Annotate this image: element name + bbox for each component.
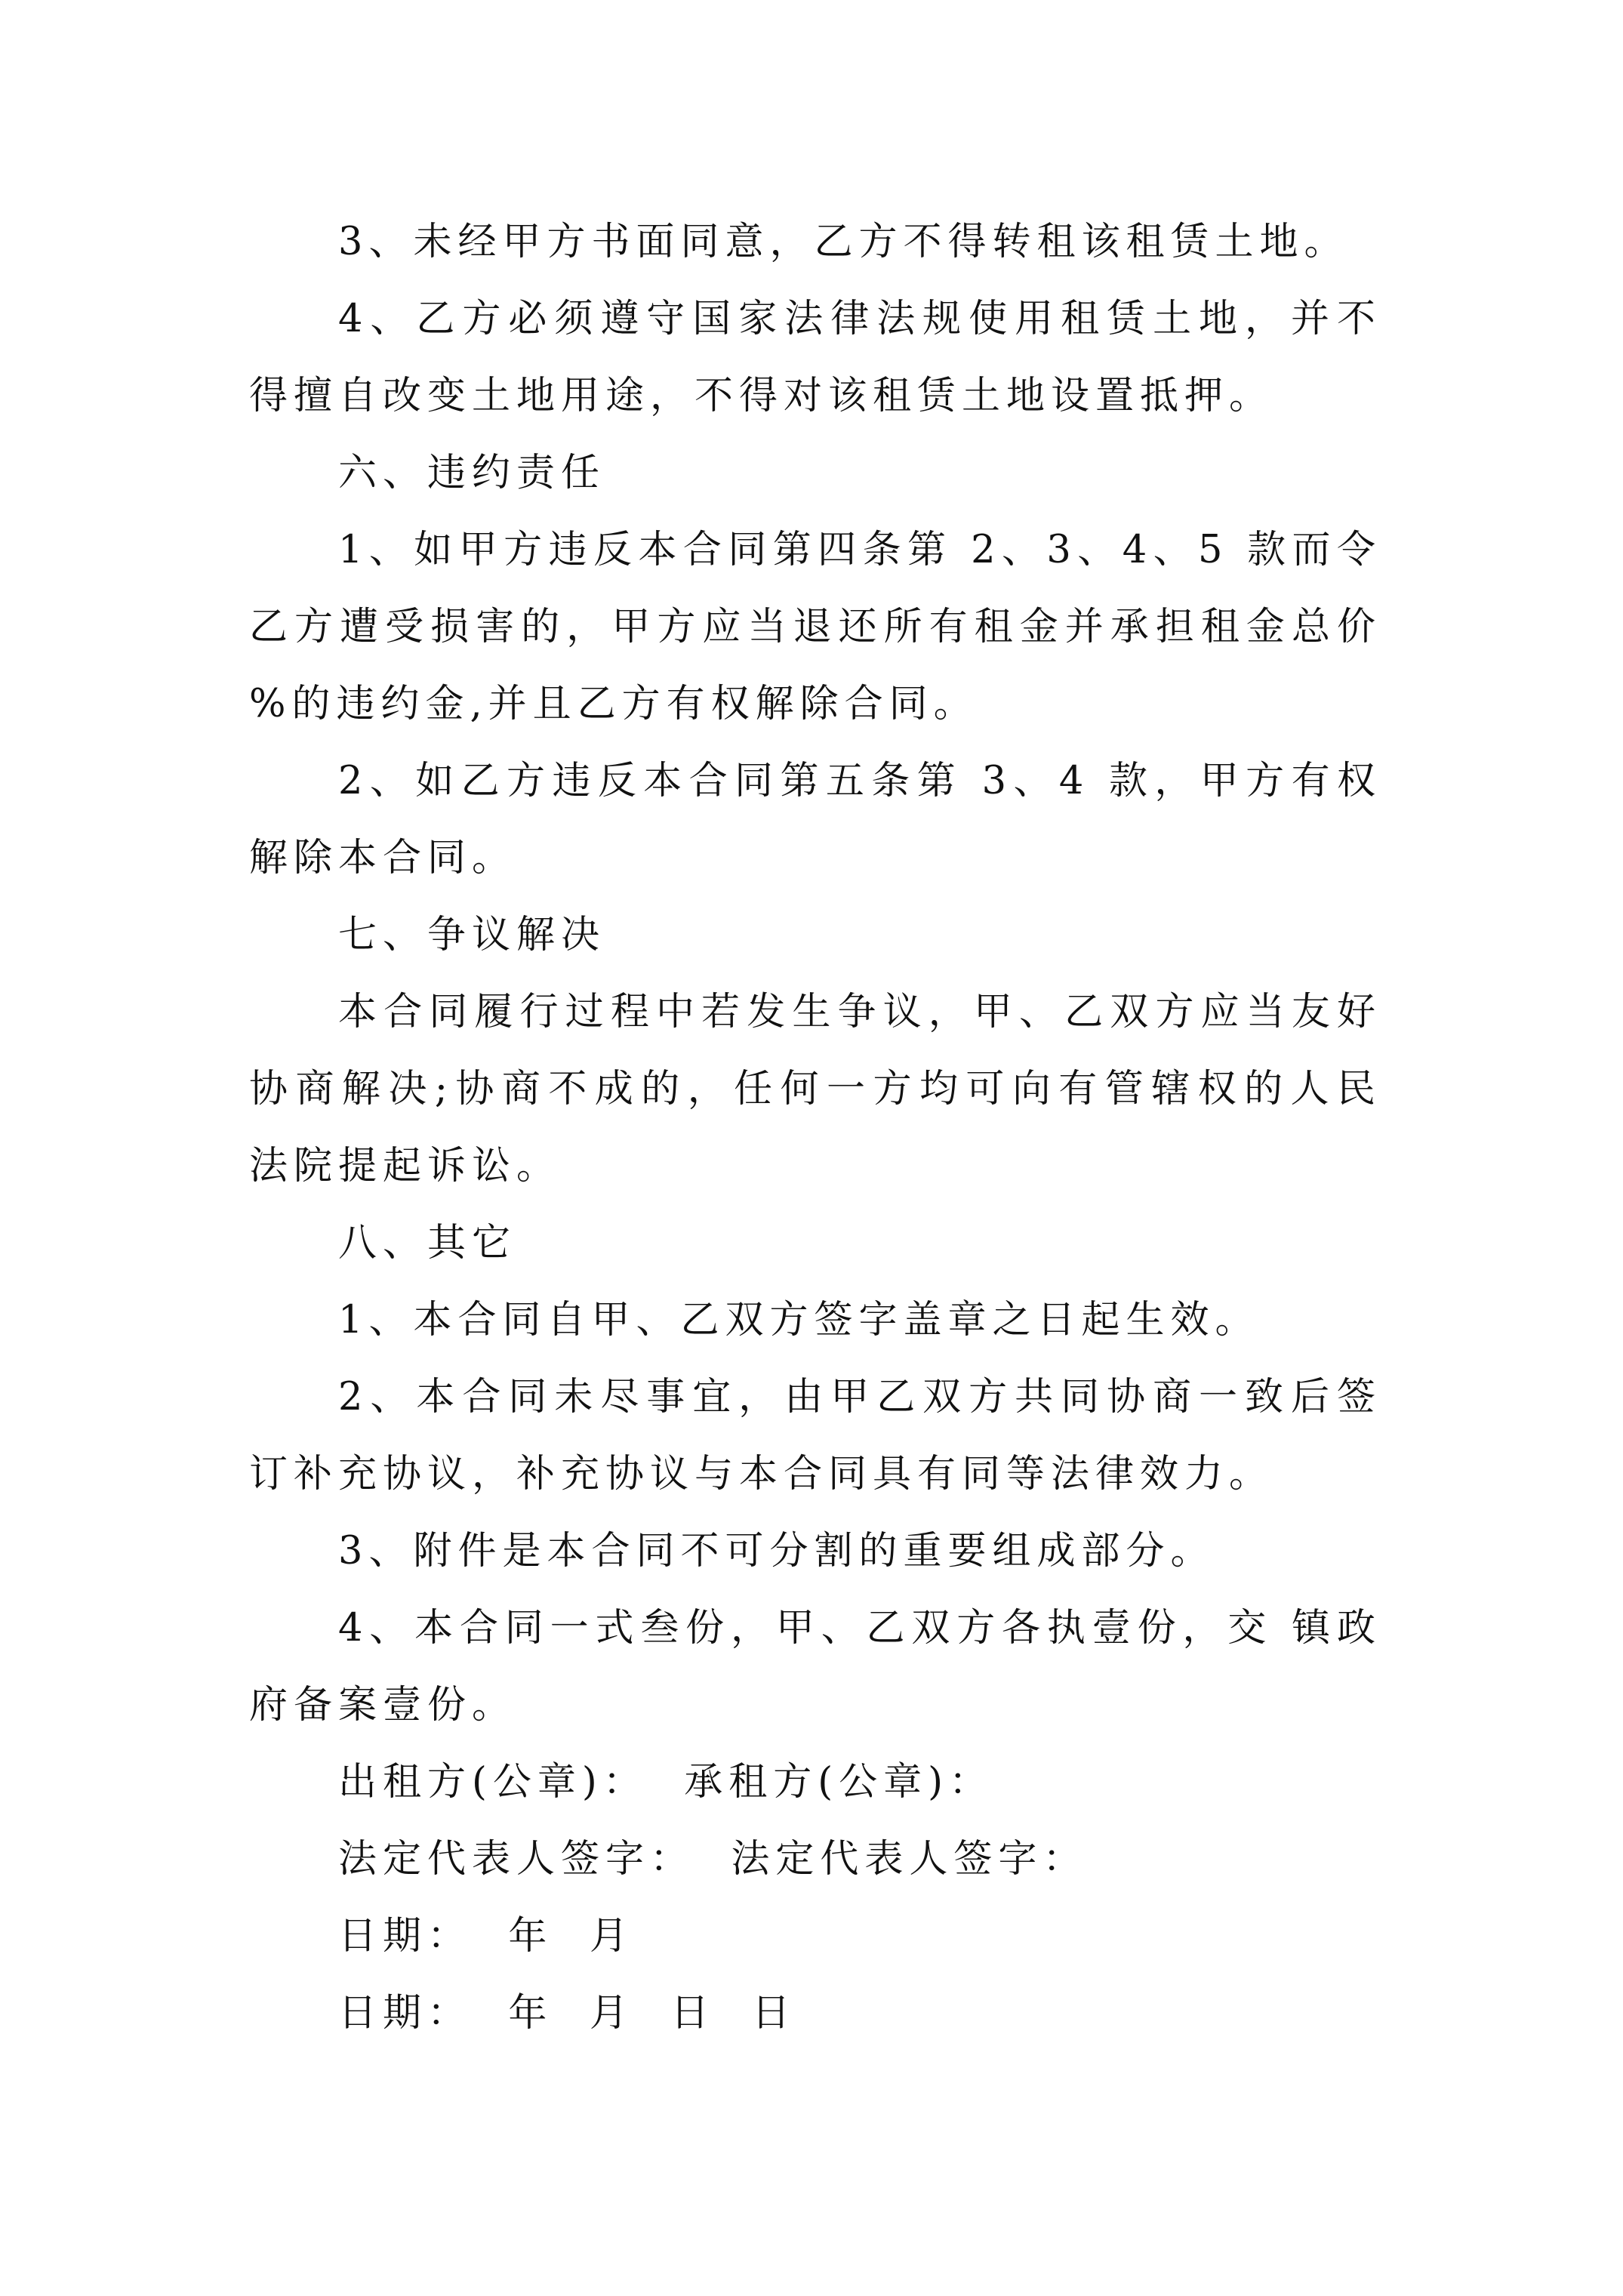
section-heading-breach-liability: 六、违约责任: [338, 451, 606, 495]
signature-line-representatives: 法定代表人签字： 法定代表人签字：: [338, 1837, 1088, 1881]
clause-5-3: 3、未经甲方书面同意，乙方不得转租该租赁土地。: [338, 220, 1349, 264]
date-line-2: 日期： 年 月 日 日: [338, 1991, 796, 2036]
section-heading-dispute-resolution: 七、争议解决: [338, 913, 606, 957]
clause-5-4: 4、乙方必须遵守国家法律法规使用租赁土地，并不得擅自改变土地用途，不得对该租赁土地设置抵押。: [249, 297, 1381, 418]
document-body: [249, 204, 1400, 2052]
clause-8-2: 2、本合同未尽事宜，由甲乙双方共同协商一致后签订补充协议，补充协议与本合同具有同等法律效力。: [249, 1375, 1381, 1496]
clause-8-4: 4、本合同一式叁份，甲、乙双方各执壹份，交 镇政府备案壹份。: [249, 1606, 1381, 1727]
section-heading-other: 八、其它: [338, 1221, 517, 1265]
clause-8-1: 1、本合同自甲、乙双方签字盖章之日起生效。: [338, 1298, 1260, 1342]
clause-6-2: 2、如乙方违反本合同第五条第 3、4 款，甲方有权解除本合同。: [249, 759, 1381, 880]
clause-8-3: 3、附件是本合同不可分割的重要组成部分。: [338, 1529, 1215, 1573]
clause-7-body: 本合同履行过程中若发生争议，甲、乙双方应当友好协商解决;协商不成的，任何一方均可向有管辖权的人民法院提起诉讼。: [249, 990, 1381, 1188]
clause-6-1: 1、如甲方违反本合同第四条第 2、3、4、5 款而令乙方遭受损害的，甲方应当退还所有租金并承担租金总价 %的违约金,并且乙方有权解除合同。: [249, 528, 1400, 726]
signature-line-seals: 出租方(公章)： 承租方(公章)：: [338, 1760, 994, 1804]
date-line-1: 日期： 年 月: [338, 1914, 634, 1959]
